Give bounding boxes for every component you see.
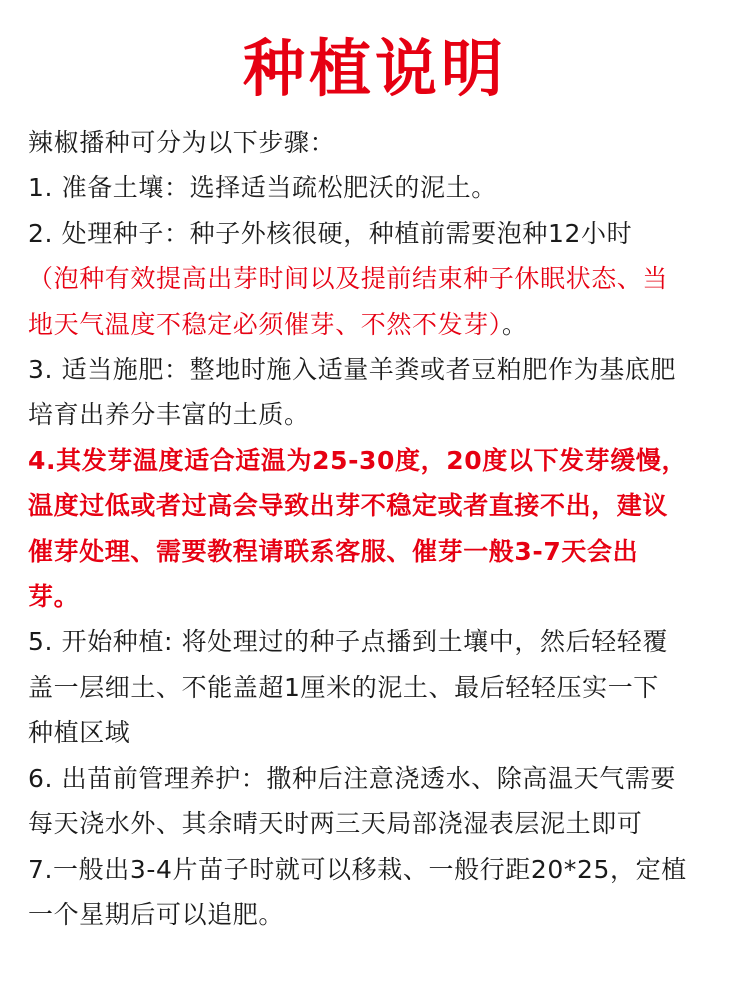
instruction-line-text: 培育出养分丰富的土质。 — [28, 400, 310, 430]
instruction-line-text: 4.其发芽温度适合适温为25-30度，20度以下发芽缓慢， — [28, 445, 688, 475]
instruction-line — [28, 211, 722, 256]
instruction-line — [28, 892, 722, 937]
instruction-line-text: 芽。 — [28, 582, 80, 612]
instruction-line-text: 地天气温度不稳定必须催芽、不然不发芽） — [28, 309, 502, 339]
instruction-line — [28, 302, 722, 347]
page-title: 种植说明 — [242, 32, 507, 105]
instruction-line-text: 每天浇水外、其余晴天时两三天局部浇湿表层泥土即可 — [28, 809, 643, 839]
instruction-line — [28, 347, 722, 392]
instruction-line-text: 盖一层细土、不能盖超1厘米的泥土、最后轻轻压实一下 — [28, 672, 659, 702]
instruction-line — [28, 619, 722, 664]
instruction-line-text: 一个星期后可以追肥。 — [28, 899, 285, 929]
instruction-line-text: 5. 开始种植: 将处理过的种子点播到土壤中，然后轻轻覆 — [28, 627, 668, 657]
instruction-line-text: 种植区域 — [28, 718, 131, 748]
instruction-line-text: 辣椒播种可分为以下步骤： — [28, 128, 336, 157]
instruction-line — [28, 256, 722, 301]
instruction-line-suffix: 。 — [501, 309, 528, 339]
instruction-line — [28, 665, 722, 710]
instruction-line-text: （泡种有效提高出芽时间以及提前结束种子休眠状态、当 — [28, 264, 669, 294]
instruction-line — [28, 756, 722, 801]
instruction-line — [28, 392, 722, 437]
instruction-line-text: 温度过低或者过高会导致出芽不稳定或者直接不出，建议 — [28, 491, 669, 521]
instruction-line-text: 7.一般出3-4片苗子时就可以移栽、一般行距20*25，定植 — [28, 854, 687, 884]
instruction-line — [28, 120, 722, 165]
instruction-line — [28, 847, 722, 892]
instruction-line — [28, 801, 722, 846]
instruction-line-text: 催芽处理、需要教程请联系客服、催芽一般3-7天会出 — [28, 536, 639, 566]
instruction-body — [28, 120, 722, 937]
instruction-line — [28, 529, 722, 574]
instruction-line-text: 1. 准备土壤：选择适当疏松肥沃的泥土。 — [28, 173, 497, 203]
instruction-line-text: 6. 出苗前管理养护：撒种后注意浇透水、除高温天气需要 — [28, 763, 677, 793]
instruction-line — [28, 483, 722, 528]
instruction-line-text: 2. 处理种子：种子外核很硬，种植前需要泡种12小时 — [28, 218, 633, 248]
instruction-line-text: 3. 适当施肥：整地时施入适量羊粪或者豆粕肥作为基底肥 — [28, 355, 677, 385]
instruction-line — [28, 438, 722, 483]
instruction-line — [28, 710, 722, 755]
instruction-line — [28, 574, 722, 619]
instruction-line — [28, 165, 722, 210]
